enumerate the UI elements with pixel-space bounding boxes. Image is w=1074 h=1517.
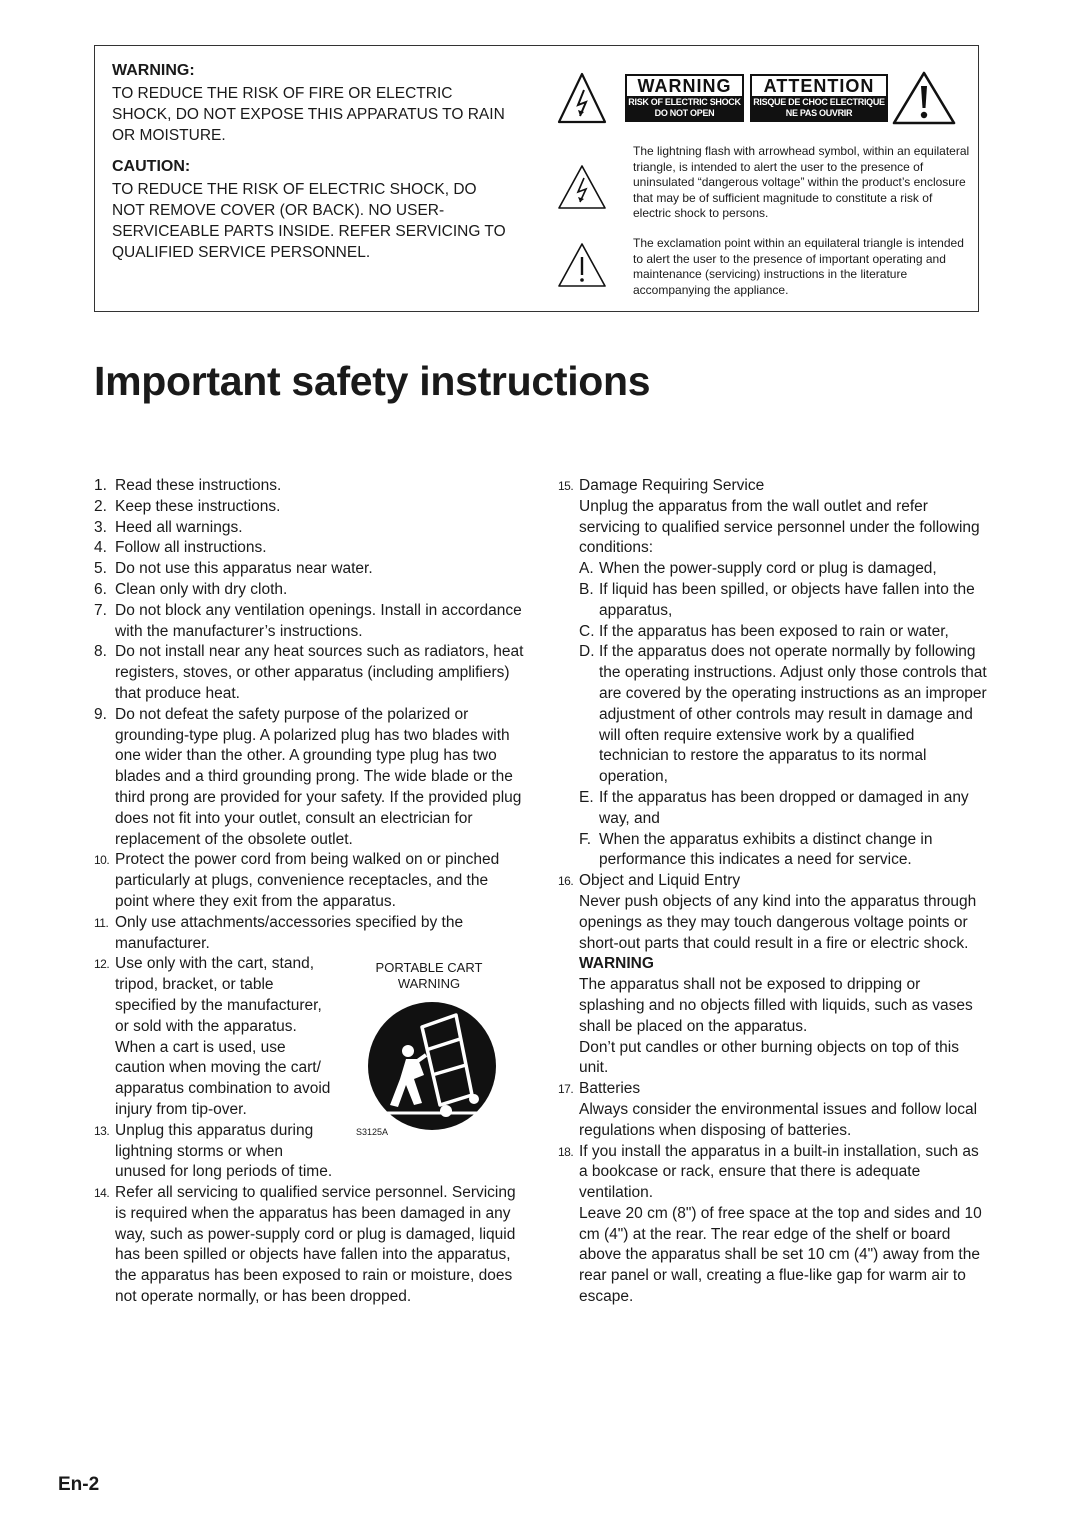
exclamation-triangle-icon — [557, 242, 607, 288]
caution-text: TO REDUCE THE RISK OF ELECTRIC SHOCK, DO NOT REMOVE COVER (OR BACK). NO USER-SERVICEABLE PARTS INSIDE. REFER SERVICING TO QUALIFIED SERVICE PERSONNEL. — [112, 181, 506, 261]
list-item: 13. Unplug this apparatus during lightning storms or when unused for long periods of time. — [94, 1121, 333, 1181]
list-item: 12. Use only with the cart, stand, tripod, bracket, or table specified by the manufacturer, or sold with the apparatus. When a cart is used, use caution when moving the cart/ apparatus combination to avoid injury from tip-over. — [94, 955, 331, 1118]
instructions-right-column — [558, 476, 988, 1308]
sub-item: E. If the apparatus has been dropped or damaged in any way, and — [579, 788, 969, 827]
lightning-triangle-icon — [557, 164, 607, 210]
label-warning-line1: RISK OF ELECTRIC SHOCK — [628, 97, 741, 107]
warning-caution-text — [112, 62, 512, 263]
page-number: En-2 — [58, 1474, 100, 1495]
sub-item: D. If the apparatus does not operate normally by following the operating instructions. Adjust only those controls that are covered by the operating instructions as an improper adjustment of other controls may result in damage and will often require extensive work by a qualified technician to restore the apparatus to its normal operation, — [579, 643, 987, 786]
list-item: 18. If you install the apparatus in a built-in installation, such as a bookcase or rack, ensure that there is adequate ventilation. Leave 20 cm (8") of free space at the top and sides and 10 cm (4") at the rear. The rear edge of the shelf or board above the apparatus shall be set 10 cm (4") away from the rear panel or wall, creating a flue-like gap for warm air to escape. — [558, 1142, 982, 1306]
list-item: 6. Clean only with dry cloth. — [94, 580, 288, 598]
warning-label: WARNING — [579, 955, 654, 973]
label-warning-title: WARNING — [637, 76, 732, 96]
warning-label-row — [557, 68, 967, 128]
cart-tipover-icon — [356, 995, 502, 1137]
list-item: 2. Keep these instructions. — [94, 497, 281, 515]
page-title: Important safety instructions — [94, 358, 651, 404]
list-item: 9. Do not defeat the safety purpose of the polarized or grounding-type plug. A polarized plug has two blades with one wider than the other. A grounding type plug has two blades and a third grounding prong. The wide blade or the third prong are provided for your safety. If the provided plug does not fit into your outlet, consult an electrician for replacement of the obsolete outlet. — [94, 705, 522, 848]
list-item: 10. Protect the power cord from being walked on or pinched particularly at plugs, convenience receptacles, and the point where they exit from the apparatus. — [94, 851, 500, 910]
instructions-left-column — [94, 476, 524, 1308]
label-warning-line2: DO NOT OPEN — [654, 108, 715, 118]
attention-label-badge — [750, 74, 888, 122]
list-item: 5. Do not use this apparatus near water. — [94, 560, 373, 578]
sub-item: B. If liquid has been spilled, or objects have fallen into the apparatus, — [579, 580, 975, 619]
caution-heading: CAUTION: — [112, 158, 191, 175]
cart-caption: PORTABLE CART WARNING — [375, 960, 483, 991]
lightning-triangle-icon — [557, 71, 607, 125]
list-item: 8. Do not install near any heat sources such as radiators, heat registers, stoves, or other apparatus (including amplifiers) that produce heat. — [94, 643, 524, 702]
list-item: 16. Object and Liquid Entry Never push objects of any kind into the apparatus through openings as they may touch dangerous voltage points or short-out parts that could result in a fire or electric shock. WARNING The apparatus shall not be exposed to dripping or splashing and no objects filled with liquids, such as vases shall be placed on the apparatus. Don’t put candles or other burning objects on top of this unit. — [558, 871, 988, 1079]
label-warning-subtext — [627, 96, 742, 120]
cart-figure-code: S3125A — [356, 1127, 389, 1137]
label-attention-title: ATTENTION — [763, 76, 875, 96]
list-item: 4. Follow all instructions. — [94, 539, 267, 557]
portable-cart-warning-figure — [356, 960, 502, 1146]
sub-item: F. When the apparatus exhibits a distinct change in performance this indicates a need for service. — [579, 830, 933, 869]
label-attention-line2: NE PAS OUVRIR — [785, 108, 853, 118]
list-item: 1. Read these instructions. — [94, 477, 282, 494]
sub-item: C. If the apparatus has been exposed to rain or water, — [579, 622, 949, 640]
sub-item: A. When the power-supply cord or plug is damaged, — [579, 560, 937, 578]
list-item: 7. Do not block any ventilation openings. Install in accordance with the manufacturer’s instructions. — [94, 601, 522, 640]
list-item: 15. Damage Requiring Service Unplug the apparatus from the wall outlet and refer servicing to qualified service personnel under the following conditions: A. When the power-supply cord or plug is damaged, B. If liquid has been spilled, or objects have fallen into the apparatus, C. If the apparatus has been exposed to rain or water, D. If the apparatus does not operate normally by following the operating instructions. Adjust only those controls that are covered by the operating instructions as an improper adjustment of other controls may result in damage and will often require extensive work by a qualified technician to restore the apparatus to its normal operation, E. If the apparatus has been dropped or damaged in any way, and F. When the apparatus exhibits a distinct change in performance this indicates a need for service. — [558, 476, 988, 871]
list-item: 17. Batteries Always consider the environmental issues and follow local regulations when disposing of batteries. — [558, 1080, 978, 1139]
warning-heading: WARNING: — [112, 62, 195, 79]
warning-label-badge — [625, 74, 744, 122]
list-item: 3. Heed all warnings. — [94, 518, 243, 536]
label-attention-line1: RISQUE DE CHOC ELECTRIQUE — [753, 97, 885, 107]
list-item: 11. Only use attachments/accessories specified by the manufacturer. — [94, 913, 464, 952]
list-item: 14. Refer all servicing to qualified service personnel. Servicing is required when the apparatus has been damaged in any way, such as power-supply cord or plug is damaged, liquid has been spilled or objects have fallen into the apparatus, the apparatus has been exposed to rain or moisture, does not operate normally, or has been dropped. — [94, 1184, 516, 1306]
label-attention-subtext — [752, 96, 886, 120]
warning-box — [94, 45, 979, 312]
lightning-description: The lightning flash with arrowhead symbol, within an equilateral triangle, is intended to alert the user to the presence of uninsulated “dangerous voltage” within the product’s enclosure that may be of sufficient magnitude to constitute a risk of electric shock to persons. — [633, 144, 970, 220]
warning-text: TO REDUCE THE RISK OF FIRE OR ELECTRIC SHOCK, DO NOT EXPOSE THIS APPARATUS TO RAIN OR MOISTURE. — [112, 85, 505, 144]
exclamation-description: The exclamation point within an equilateral triangle is intended to alert the user to the presence of important operating and maintenance (servicing) instructions in the literature accompanying the appliance. — [633, 236, 964, 297]
exclamation-triangle-icon — [892, 71, 956, 125]
